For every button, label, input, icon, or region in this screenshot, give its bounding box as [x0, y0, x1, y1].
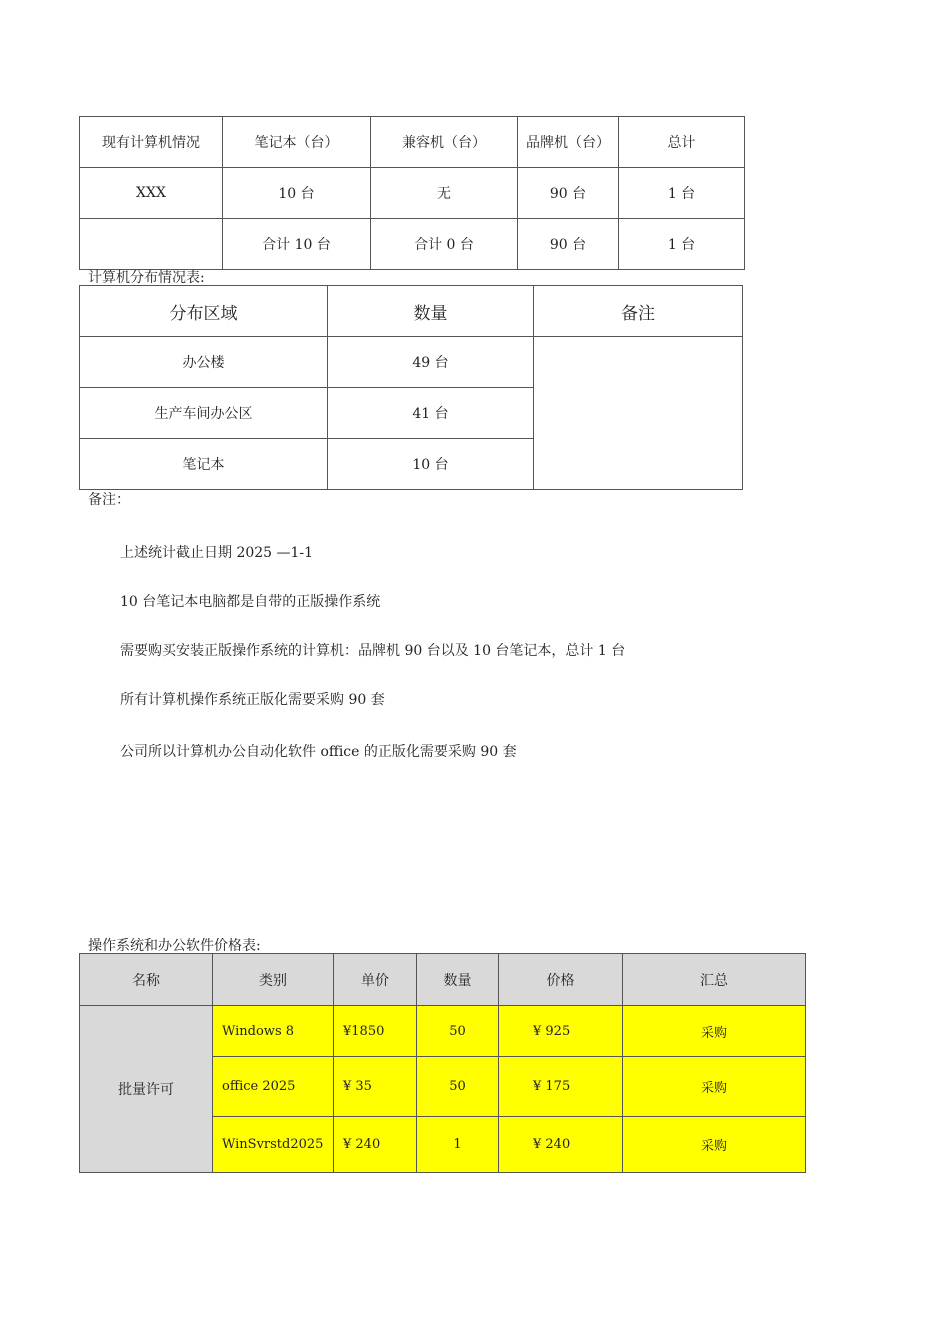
- table-cell: 办公楼: [80, 337, 328, 388]
- table-header-row: [80, 286, 743, 337]
- computer-status-table: [79, 116, 745, 270]
- table-header-row: [80, 954, 806, 1006]
- table-row: [80, 219, 745, 270]
- table-header-cell: 类别: [213, 954, 334, 1006]
- table-header-cell: 总计: [619, 117, 745, 168]
- quantity-cell: 50: [417, 1006, 499, 1057]
- price-cell: ¥ 240: [499, 1117, 623, 1173]
- note-line: 需要购买安装正版操作系统的计算机：品牌机 90 台以及 10 台笔记本，总计 1 台: [120, 643, 626, 659]
- price-cell: ¥ 175: [499, 1057, 623, 1117]
- table-cell: 10 台: [328, 439, 534, 490]
- table-cell: 无: [371, 168, 518, 219]
- table-cell: 合计 10 台: [223, 219, 371, 270]
- table-cell: 10 台: [223, 168, 371, 219]
- unit-price-cell: ¥ 35: [334, 1057, 417, 1117]
- product-name-cell: WinSvrstd2025: [213, 1117, 334, 1173]
- remark-cell: [534, 337, 743, 490]
- summary-cell: 采购: [623, 1117, 806, 1173]
- price-table-caption: 操作系统和办公软件价格表:: [88, 938, 261, 954]
- table-row: [80, 1006, 806, 1057]
- table-cell: [80, 219, 223, 270]
- table-header-row: [80, 117, 745, 168]
- table-cell: 49 台: [328, 337, 534, 388]
- distribution-table: [79, 285, 743, 490]
- note-line: 10 台笔记本电脑都是自带的正版操作系统: [120, 594, 381, 610]
- table-row: [80, 168, 745, 219]
- product-name-cell: office 2025: [213, 1057, 334, 1117]
- table-header-cell: 现有计算机情况: [80, 117, 223, 168]
- table-cell: 90 台: [518, 168, 619, 219]
- table-cell: 90 台: [518, 219, 619, 270]
- table-cell: 1 台: [619, 219, 745, 270]
- table-header-cell: 名称: [80, 954, 213, 1006]
- price-table: [79, 953, 806, 1173]
- table-cell: 合计 0 台: [371, 219, 518, 270]
- table-header-cell: 品牌机（台）: [518, 117, 619, 168]
- table-header-cell: 汇总: [623, 954, 806, 1006]
- summary-cell: 采购: [623, 1057, 806, 1117]
- table-row: [80, 337, 743, 388]
- unit-price-cell: ¥ 240: [334, 1117, 417, 1173]
- table-cell: XXX: [80, 168, 223, 219]
- quantity-cell: 1: [417, 1117, 499, 1173]
- table-cell: 笔记本: [80, 439, 328, 490]
- summary-cell: 采购: [623, 1006, 806, 1057]
- distribution-table-caption: 计算机分布情况表:: [88, 270, 205, 286]
- price-cell: ¥ 925: [499, 1006, 623, 1057]
- note-line: 公司所以计算机办公自动化软件 office 的正版化需要采购 90 套: [120, 744, 517, 760]
- table-header-cell: 备注: [534, 286, 743, 337]
- table-header-cell: 分布区域: [80, 286, 328, 337]
- note-line: 上述统计截止日期 2025 —1-1: [120, 545, 314, 561]
- unit-price-cell: ¥1850: [334, 1006, 417, 1057]
- table-header-cell: 笔记本（台）: [223, 117, 371, 168]
- license-type-cell: 批量许可: [80, 1006, 213, 1173]
- table-cell: 生产车间办公区: [80, 388, 328, 439]
- product-name-cell: Windows 8: [213, 1006, 334, 1057]
- table-cell: 1 台: [619, 168, 745, 219]
- table-cell: 41 台: [328, 388, 534, 439]
- table-header-cell: 单价: [334, 954, 417, 1006]
- notes-label: 备注：: [88, 492, 130, 508]
- quantity-cell: 50: [417, 1057, 499, 1117]
- table-header-cell: 数量: [328, 286, 534, 337]
- table-header-cell: 数量: [417, 954, 499, 1006]
- table-header-cell: 价格: [499, 954, 623, 1006]
- table-header-cell: 兼容机（台）: [371, 117, 518, 168]
- note-line: 所有计算机操作系统正版化需要采购 90 套: [120, 692, 385, 708]
